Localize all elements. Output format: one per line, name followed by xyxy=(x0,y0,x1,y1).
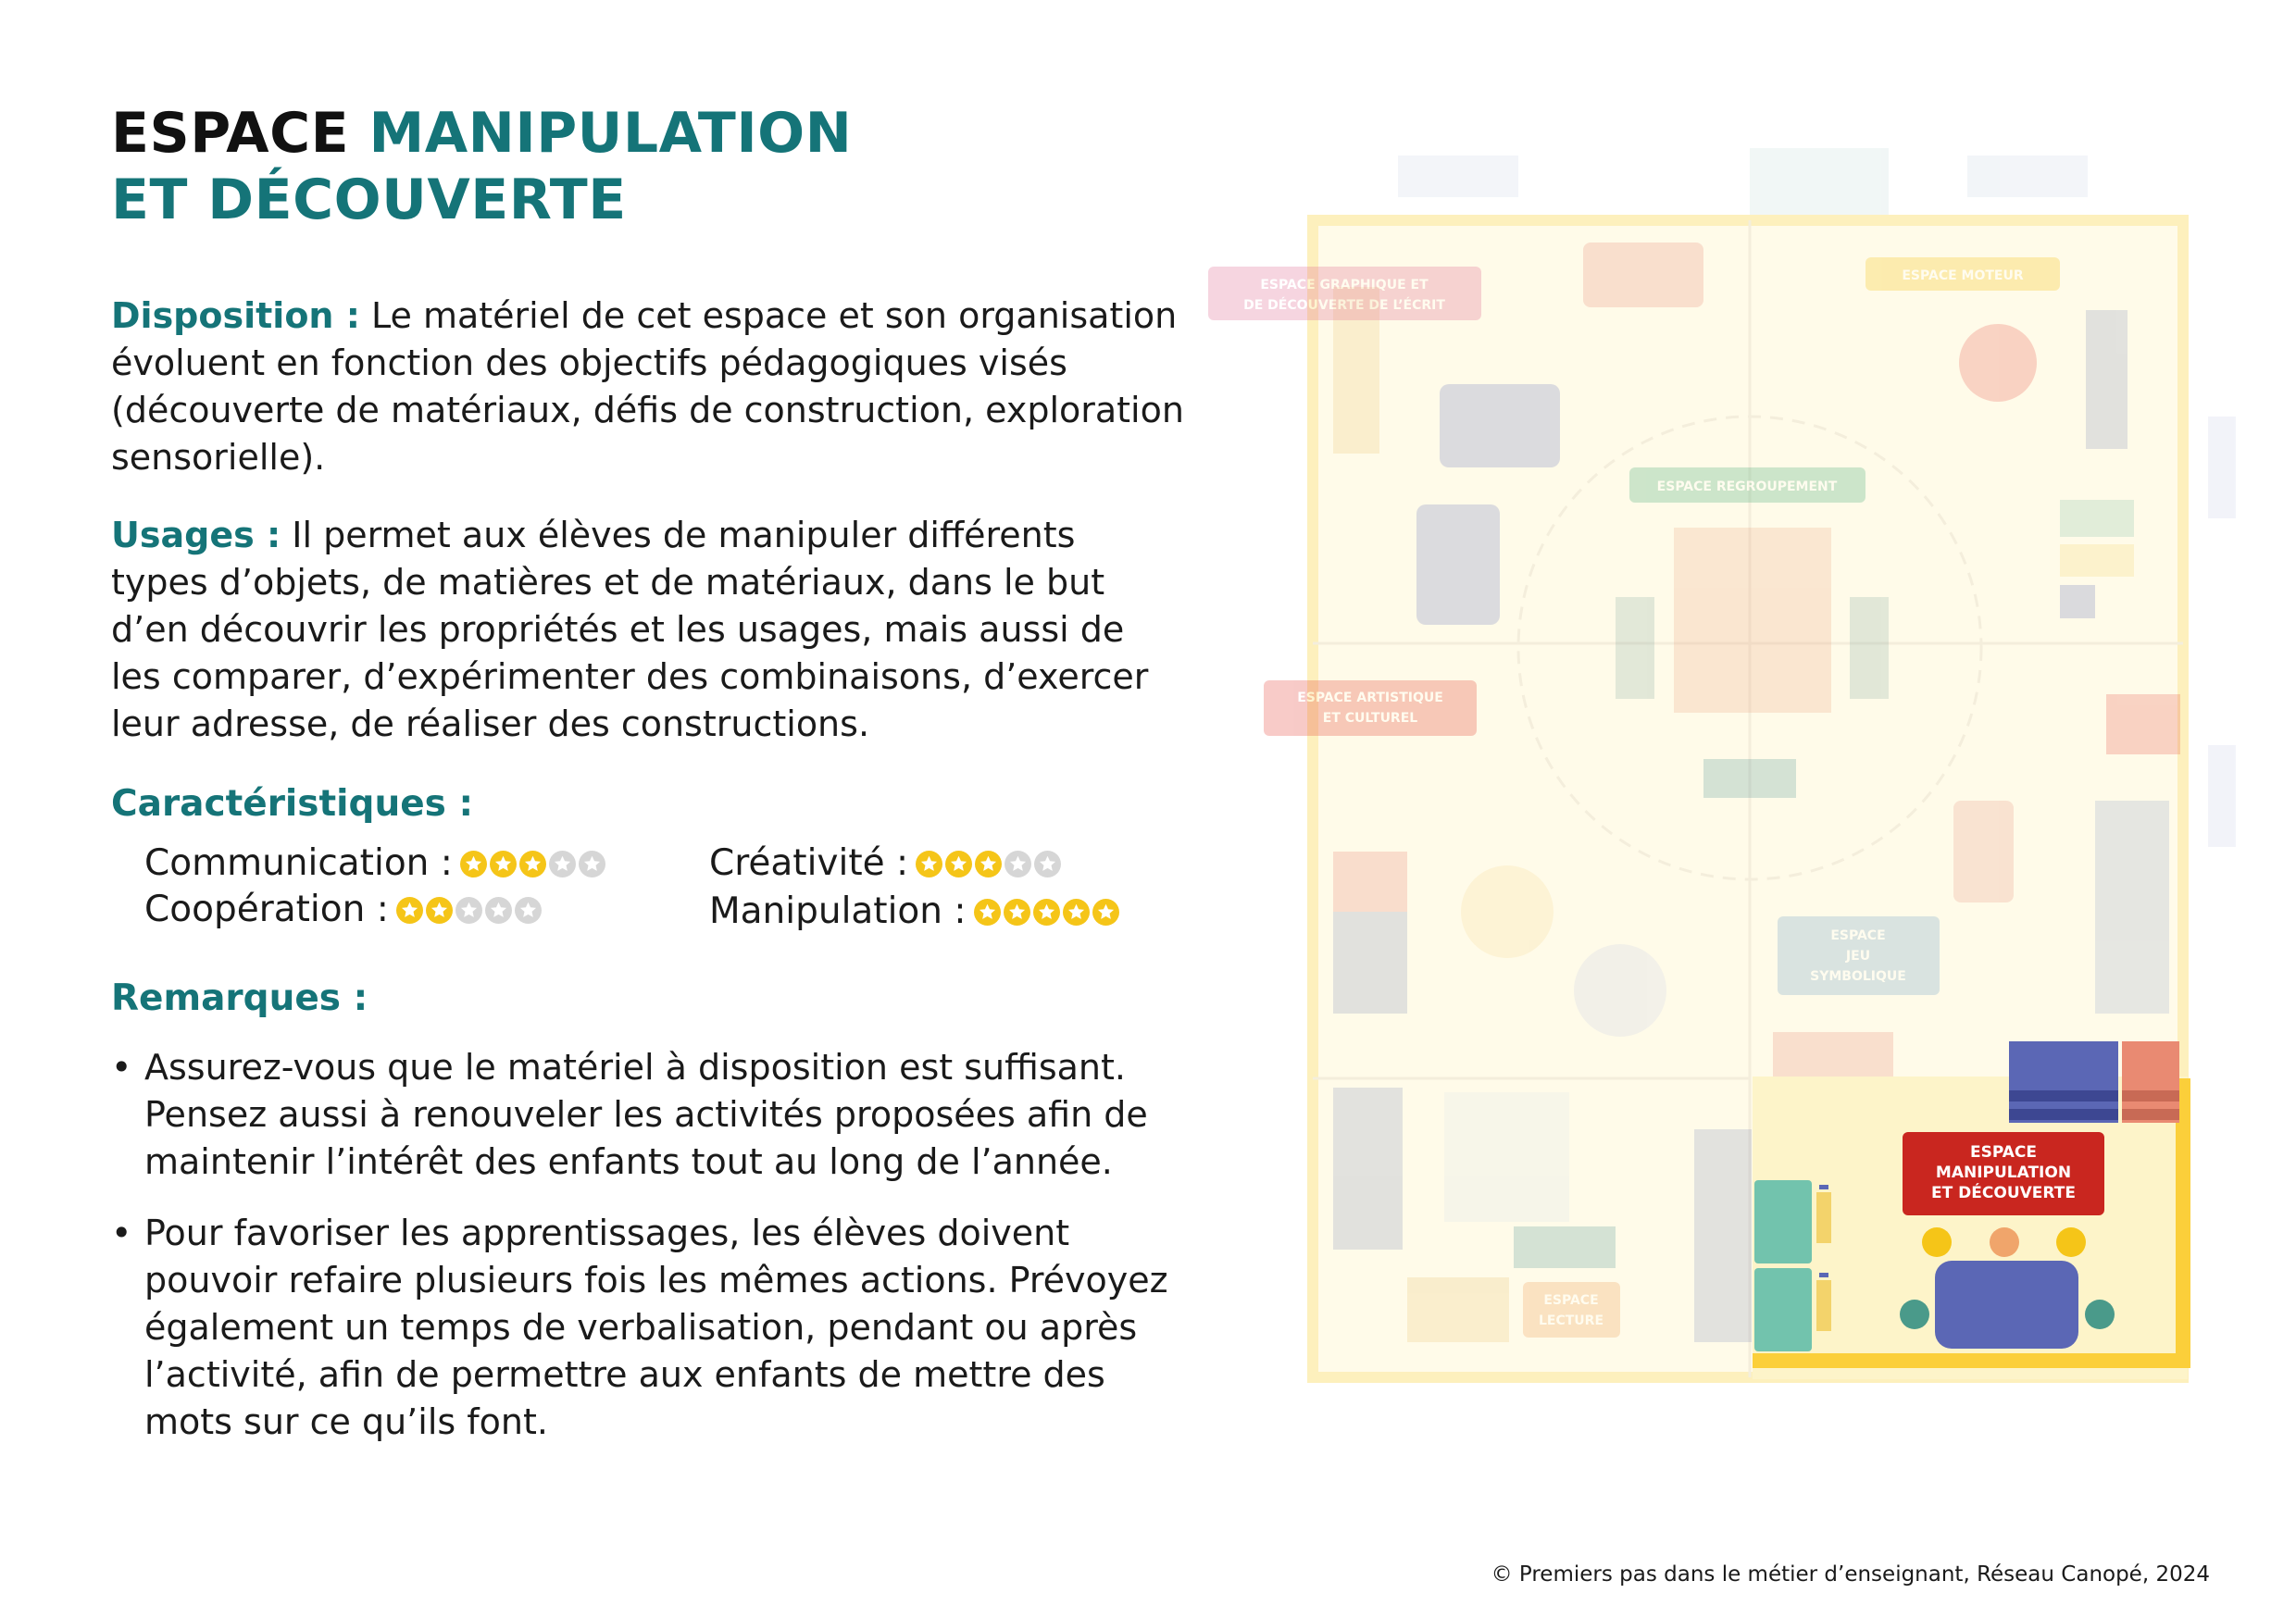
page-title xyxy=(111,100,852,233)
furniture xyxy=(1703,759,1796,798)
cabinet xyxy=(1754,1180,1812,1263)
furniture xyxy=(2060,500,2134,537)
zone-label-artistique-2: ET CULTUREL xyxy=(1322,711,1418,726)
classroom-plan xyxy=(1204,139,2268,1398)
zone-label-lecture-2: LECTURE xyxy=(1538,1313,1604,1328)
star-filled-icon xyxy=(460,851,487,877)
star-filled-icon xyxy=(1033,899,1060,926)
disposition-label: Disposition : xyxy=(111,295,360,336)
zone-label-jeu-3: SYMBOLIQUE xyxy=(1810,969,1906,984)
bullet-dot: • xyxy=(111,1047,132,1088)
zone-label-regroupement: ESPACE REGROUPEMENT xyxy=(1656,479,1838,494)
furniture xyxy=(2095,801,2169,1014)
star-empty-icon xyxy=(455,897,482,924)
criterion-label: Coopération : xyxy=(144,889,389,930)
window xyxy=(1398,156,1518,197)
furniture xyxy=(1333,912,1407,1014)
star-rating xyxy=(460,851,605,877)
criterion-communication xyxy=(144,840,605,887)
zone-label-graphique: ESPACE GRAPHIQUE ET xyxy=(1260,278,1429,292)
furniture xyxy=(1694,1129,1752,1342)
zone-label-artistique: ESPACE ARTISTIQUE xyxy=(1297,691,1443,705)
criterion-label: Communication : xyxy=(144,842,453,884)
star-empty-icon xyxy=(485,897,512,924)
chair xyxy=(2056,1227,2086,1257)
star-filled-icon xyxy=(945,851,972,877)
furniture xyxy=(2208,417,2236,518)
usages-paragraph xyxy=(111,512,1167,748)
remarques-heading: Remarques : xyxy=(111,977,368,1019)
caracteristiques-heading: Caractéristiques : xyxy=(111,783,474,825)
star-empty-icon xyxy=(1004,851,1031,877)
furniture xyxy=(1461,865,1554,958)
chair xyxy=(1990,1227,2019,1257)
star-empty-icon xyxy=(1034,851,1061,877)
furniture xyxy=(1616,597,1654,699)
zone-badge xyxy=(1523,1282,1620,1338)
furniture xyxy=(1440,384,1560,467)
furniture xyxy=(1574,944,1666,1037)
usages-text: Il permet aux élèves de manipuler différents types d’objets, de matières et de matériaux, dans le but d’en découvrir les propriétés et les usages, mais aussi de les comparer, d’expérimenter des combinaisons, d’exercer leur adresse, de réaliser des constructions. xyxy=(111,515,1149,744)
furniture xyxy=(1407,1277,1509,1342)
remark-item xyxy=(111,1210,1185,1446)
zone-label-graphique-2: DE DÉCOUVERTE DE L’ÉCRIT xyxy=(1243,298,1445,313)
chair xyxy=(2085,1300,2115,1329)
star-filled-icon xyxy=(974,899,1001,926)
criterion-cooperation xyxy=(144,887,542,933)
furniture xyxy=(2060,585,2095,618)
usages-label: Usages : xyxy=(111,515,281,555)
zone-label-jeu-2: JEU xyxy=(1845,949,1871,964)
remark-text: Pour favoriser les apprentissages, les élèves doivent pouvoir refaire plusieurs fois les mêmes actions. Prévoyez également un temps de verbalisation, pendant ou après l’activité, afin de permettre aux enfants de mettre des mots sur ce qu’ils font. xyxy=(144,1213,1168,1442)
star-empty-icon xyxy=(549,851,576,877)
star-filled-icon xyxy=(1063,899,1090,926)
storage-shelf-line xyxy=(2009,1090,2118,1101)
star-filled-icon xyxy=(426,897,453,924)
manipulation-zone xyxy=(1753,1041,2188,1379)
star-rating xyxy=(974,899,1119,926)
criterion-label: Manipulation : xyxy=(709,890,967,932)
remark-text: Assurez-vous que le matériel à disposition est suffisant. Pensez aussi à renouveler les activités proposées afin de maintenir l’intérêt des enfants tout au long de l’année. xyxy=(144,1047,1148,1182)
chair xyxy=(1922,1227,1952,1257)
active-zone-label-line1: ESPACE xyxy=(1969,1143,2038,1162)
star-empty-icon xyxy=(579,851,605,877)
title-word-manipulation: MANIPULATION xyxy=(368,101,853,166)
furniture xyxy=(1416,504,1500,625)
cabinet-handle xyxy=(1819,1273,1828,1277)
star-empty-icon xyxy=(515,897,542,924)
zone-badge xyxy=(1264,680,1477,736)
storage-bin-line xyxy=(2122,1109,2179,1120)
star-filled-icon xyxy=(916,851,942,877)
active-zone-label-line3: ET DÉCOUVERTE xyxy=(1931,1184,2076,1202)
star-filled-icon xyxy=(975,851,1002,877)
disposition-paragraph xyxy=(111,292,1185,481)
furniture xyxy=(1444,1092,1569,1222)
star-filled-icon xyxy=(519,851,546,877)
chair xyxy=(1900,1300,1929,1329)
furniture xyxy=(2086,310,2128,449)
furniture xyxy=(1959,324,2037,402)
furniture xyxy=(1850,597,1889,699)
furniture xyxy=(1583,243,1703,307)
copyright-notice: © Premiers pas dans le métier d’enseignant, Réseau Canopé, 2024 xyxy=(1491,1562,2210,1587)
furniture xyxy=(1333,1088,1403,1250)
star-filled-icon xyxy=(396,897,423,924)
zone-label-moteur: ESPACE MOTEUR xyxy=(1902,268,2024,283)
criterion-creativite xyxy=(709,840,1061,887)
activity-table xyxy=(1935,1261,2078,1349)
storage-shelf-line xyxy=(2009,1109,2118,1120)
cabinet-tray xyxy=(1816,1192,1831,1243)
furniture xyxy=(2060,544,2134,577)
criterion-label: Créativité : xyxy=(709,842,909,884)
cabinet-tray xyxy=(1816,1280,1831,1331)
furniture xyxy=(1514,1226,1616,1268)
title-line2: ET DÉCOUVERTE xyxy=(111,168,627,232)
window xyxy=(1967,156,2088,197)
star-filled-icon xyxy=(1004,899,1030,926)
storage-bin-line xyxy=(2122,1090,2179,1101)
furniture xyxy=(2106,694,2180,754)
criterion-manipulation xyxy=(709,889,1119,935)
star-rating xyxy=(916,851,1061,877)
star-filled-icon xyxy=(1092,899,1119,926)
cabinet xyxy=(1754,1268,1812,1351)
furniture xyxy=(1674,528,1831,713)
furniture xyxy=(1953,801,2014,902)
zone-label-jeu: ESPACE xyxy=(1830,928,1886,943)
bullet-dot: • xyxy=(111,1213,132,1253)
remark-item xyxy=(111,1044,1185,1186)
zone-label-lecture: ESPACE xyxy=(1543,1293,1599,1308)
cabinet-handle xyxy=(1819,1185,1828,1189)
disposition-text: Le matériel de cet espace et son organisation évoluent en fonction des objectifs pédagogiques visés (découverte de matériaux, défis de construction, exploration sensorielle). xyxy=(111,295,1184,478)
star-rating xyxy=(396,897,542,924)
furniture xyxy=(2208,745,2236,847)
title-word-espace: ESPACE xyxy=(111,101,350,166)
active-zone-label-line2: MANIPULATION xyxy=(1935,1164,2072,1182)
star-filled-icon xyxy=(490,851,517,877)
